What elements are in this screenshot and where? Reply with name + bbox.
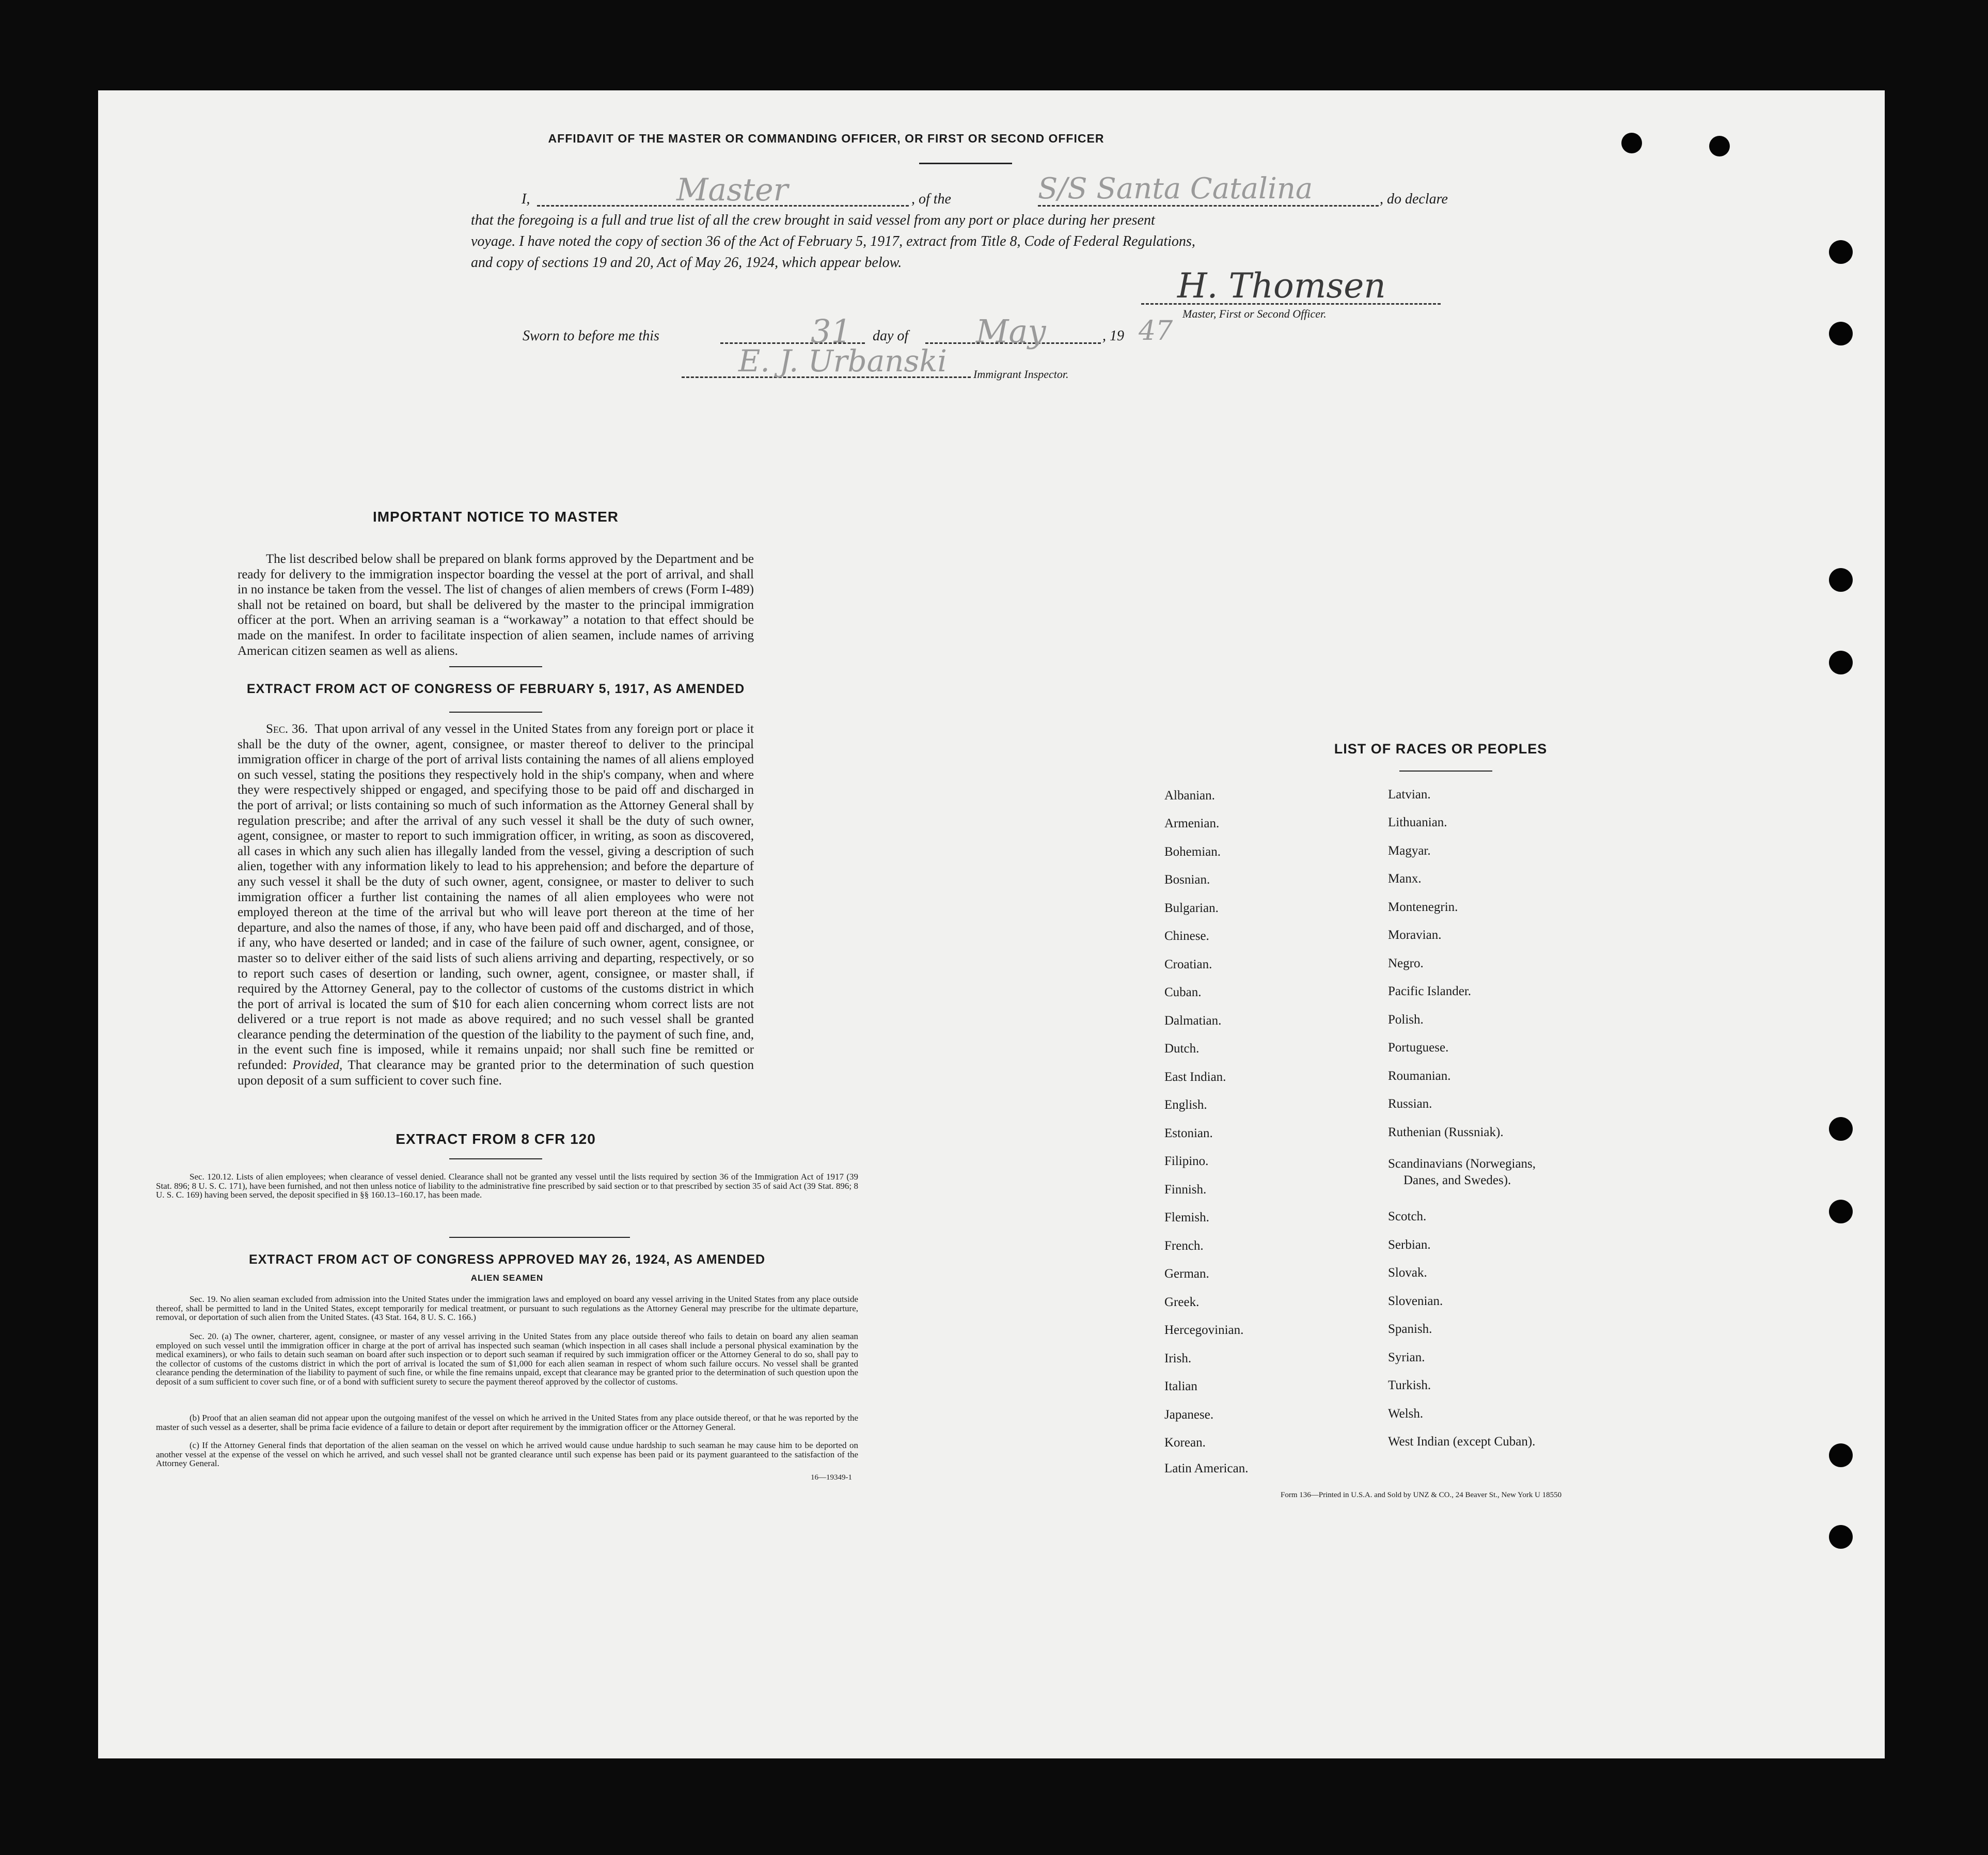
race-item: Welsh.: [1388, 1407, 1424, 1421]
race-item: English.: [1164, 1098, 1207, 1112]
sworn-year-handwriting: 47: [1139, 316, 1173, 347]
affidavit-line1-prefix: I,: [522, 191, 530, 207]
races-rule: [1399, 771, 1492, 772]
race-item: Pacific Islander.: [1388, 984, 1472, 998]
sworn-day-handwriting: 31: [811, 312, 851, 350]
race-item: Japanese.: [1164, 1408, 1214, 1422]
extract-1917-rule: [449, 712, 542, 713]
race-item: Flemish.: [1164, 1211, 1209, 1224]
notice-title: IMPORTANT NOTICE TO MASTER: [372, 509, 619, 525]
extract-1917-text: That upon arrival of any vessel in the United States from any foreign port or place it shall be the duty of the owner, agent, consignee, or master thereof to deliver to the principal immigration officer in charge of the port of arrival lists containing the names of all aliens employed on such vessel, stating the positions they respectively hold in the ship's company, when and where they were respectively shipped or engaged, and specifying those to be paid off and discharged in the port of arrival; or lists containing so much of such information as the Attorney General shall by regulation prescribe; and after the arrival of any such vessel it shall be the duty of such owner, agent, consignee, or master to report to such immigration officer, in writing, as soon as discovered, all cases in which any such alien has illegally landed from the vessel, giving a description of such alien, together with any information likely to lead to his apprehension; and before the departure of any such vessel it shall be the duty of such owner, agent, consignee, or master to deliver to such immigration officer a further list containing the names of all alien employees who were not employed thereon at the time of the arrival but who will leave port thereon at the time of her departure, and also the names of those, if any, who have been paid off and discharged, and of those, if any, who have deserted or landed; and in case of the failure of such owner, agent, consignee, or master so to deliver either of the said lists of such aliens arriving and departing, respectively, or so to report such cases of desertion or landing, such owner, agent, consignee, or master shall, if required by the Attorney General, pay to the collector of customs of the customs district in which the port of arrival is located the sum of $10 for each alien concerning whom correct lists are not delivered or a true report is not made as above required; and no such vessel shall be granted clearance pending the determination of the question of the liability to the payment of such fine, and, in the event such fine is imposed, while it remains unpaid; nor shall such fine be remitted or refunded:: [238, 722, 754, 1073]
race-item: Magyar.: [1388, 844, 1431, 858]
sworn-year-prefix: , 19: [1102, 328, 1124, 344]
extract-1917-text-end: That clearance may be granted prior to the determination of such question upon deposit of a sum sufficient to cover such fine.: [238, 1058, 754, 1088]
race-item: Dutch.: [1164, 1042, 1200, 1056]
race-item: Polish.: [1388, 1013, 1424, 1027]
affidavit-line2: that the foregoing is a full and true list of all the crew brought in said vessel from any port or place during her present: [471, 212, 1155, 228]
race-item: Dalmatian.: [1164, 1014, 1222, 1028]
race-item: Roumanian.: [1388, 1069, 1451, 1083]
extract-1924-sec20a: Sec. 20. (a) The owner, charterer, agent, consignee, or master of any vessel arriving in the United States from any place outside thereof who fails to detain on board any alien seaman employed on such vessel until the immigration officer in charge at the port of arrival has inspected such seaman (which inspection in all cases shall include a personal physical examination by the medical examiners), or who fails to detain such seaman on board after such inspection or to deport such seaman if required by such immigration officer or the Attorney General to do so, shall pay to the collector of customs of the customs district in which the port of arrival is located the sum of $1,000 for each alien seaman in respect of whom such failure occurs. No vessel shall be granted clearance pending the determination of the liability to payment of such fine, or while the fine remains unpaid, except that clearance may be granted prior to the determination of such question upon the deposit of a sum sufficient to cover such fine, or of a bond with sufficient surety to secure the payment thereof approved by the collector of customs.: [156, 1331, 858, 1387]
race-item: Korean.: [1164, 1436, 1206, 1450]
race-item: Greek.: [1164, 1295, 1200, 1309]
race-item: Hercegovinian.: [1164, 1323, 1244, 1337]
document-page: [98, 90, 1885, 1758]
race-item: Scandinavians (Norwegians,: [1388, 1157, 1536, 1171]
extract-1917-proviso: Provided,: [292, 1058, 343, 1073]
race-item: Bulgarian.: [1164, 901, 1219, 915]
race-item: Croatian.: [1164, 957, 1212, 971]
signature-line: [1141, 303, 1441, 305]
race-item: Ruthenian (Russniak).: [1388, 1125, 1504, 1139]
affidavit-title: AFFIDAVIT OF THE MASTER OR COMMANDING OFFICER, OR FIRST OR SECOND OFFICER: [548, 132, 1105, 145]
extract-cfr-rule: [449, 1158, 542, 1159]
race-item: Latin American.: [1164, 1461, 1249, 1475]
punch-hole-7: [1829, 1443, 1853, 1467]
extract-1924-title: EXTRACT FROM ACT OF CONGRESS APPROVED MAY 26, 1924, AS AMENDED: [248, 1252, 766, 1267]
race-item: Filipino.: [1164, 1154, 1209, 1168]
race-item: Scotch.: [1388, 1209, 1427, 1223]
race-item: Estonian.: [1164, 1126, 1213, 1140]
race-item: German.: [1164, 1267, 1209, 1281]
notice-rule: [449, 666, 542, 667]
affidavit-title-rule: [919, 163, 1012, 164]
signature-caption: Master, First or Second Officer.: [1182, 307, 1327, 320]
race-item: East Indian.: [1164, 1070, 1226, 1084]
race-item: Bosnian.: [1164, 873, 1210, 887]
extract-cfr-body: Sec. 120.12. Lists of alien employees; when clearance of vessel denied. Clearance shall not be granted any vessel until the lists required by section 36 of the Immigration Act of 1917 (39 Stat. 896; 8 U. S. C. 171), have been furnished, and not then unless notice of liability to the administrative fine prescribed by said section or to that prescribed by section 35 of said Act (39 Stat. 896; 8 U. S. C. 169) having been served, the deposit specified in §§ 160.13–160.17, has been made.: [156, 1172, 858, 1200]
race-item: Slovenian.: [1388, 1294, 1443, 1308]
affidavit-line3: voyage. I have noted the copy of section 36 of the Act of February 5, 1917, extract from Title 8, Code of Federal Regulations,: [471, 233, 1195, 249]
extract-1924-sec19: Sec. 19. No alien seaman excluded from admission into the United States under the immigration laws and employed on board any vessel arriving in the United States from any place outside thereof, shall be permitted to land in the United States, except temporarily for medical treatment, or pursuant to such regulations as the Attorney General may prescribe for the ultimate departure, removal, or deportation of such alien from the United States. (43 Stat. 164, 8 U. S. C. 166.): [156, 1294, 858, 1323]
race-item: Irish.: [1164, 1351, 1192, 1365]
extract-1924-sec20b: (b) Proof that an alien seaman did not appear upon the outgoing manifest of the vessel on which he arrived in the United States from any place outside thereof, or that he was reported by the master of such vessel as a deserter, shall be prima facie evidence of a failure to detain or deport after requirement by the immigration officer or the Attorney General.: [156, 1413, 858, 1432]
extract-1924-code: 16—19349-1: [811, 1473, 852, 1482]
affidavit-line1-suffix: , do declare: [1380, 191, 1448, 207]
race-item: Syrian.: [1388, 1350, 1425, 1364]
master-signature: H. Thomsen: [1177, 266, 1386, 306]
extract-1917-sec-label: Sec. 36.: [266, 722, 308, 736]
extract-1924-sec20c: (c) If the Attorney General finds that deportation of the alien seaman on the vessel on which he arrived would cause undue hardship to such seaman he may cause him to be deported on another vessel at the expense of the vessel on which he arrived, and such vessel shall not be granted clearance until such expense has been paid or its payment guaranteed to the satisfaction of the Attorney General.: [156, 1440, 858, 1469]
affidavit-line4: and copy of sections 19 and 20, Act of May 26, 1924, which appear below.: [471, 255, 902, 271]
race-item: Albanian.: [1164, 789, 1215, 803]
affidavit-line1-mid: , of the: [911, 191, 951, 207]
race-item: Armenian.: [1164, 816, 1220, 830]
race-item: Spanish.: [1388, 1322, 1432, 1336]
race-item: Lithuanian.: [1388, 815, 1447, 829]
extract-1924-subtitle: ALIEN SEAMEN: [470, 1273, 544, 1283]
punch-hole-top-2: [1709, 136, 1730, 156]
form-footer: Form 136—Printed in U.S.A. and Sold by UNZ & CO., 24 Beaver St., New York U 18550: [1281, 1491, 1562, 1499]
races-title: LIST OF RACES OR PEOPLES: [1334, 741, 1548, 757]
race-item: West Indian (except Cuban).: [1388, 1435, 1536, 1449]
master-name-handwriting: Master: [676, 172, 788, 208]
sworn-day-label: day of: [873, 328, 909, 344]
inspector-signature: E. J. Urbanski: [738, 343, 947, 379]
sworn-month-handwriting: May: [976, 312, 1046, 350]
punch-hole-8: [1829, 1525, 1853, 1549]
race-item: Portuguese.: [1388, 1041, 1449, 1055]
extract-1917-title: EXTRACT FROM ACT OF CONGRESS OF FEBRUARY 5, 1917, AS AMENDED: [246, 682, 745, 696]
punch-hole-5: [1829, 1117, 1853, 1141]
punch-hole-2: [1829, 322, 1853, 345]
race-item: Bohemian.: [1164, 845, 1221, 859]
sworn-prefix: Sworn to before me this: [523, 328, 659, 344]
race-item: Turkish.: [1388, 1378, 1431, 1392]
extract-cfr-end-rule: [449, 1237, 630, 1238]
race-item: Danes, and Swedes).: [1403, 1173, 1511, 1187]
race-item: Negro.: [1388, 956, 1424, 970]
punch-hole-6: [1829, 1200, 1853, 1223]
race-item: Moravian.: [1388, 928, 1442, 942]
race-item: Italian: [1164, 1379, 1197, 1393]
punch-hole-1: [1829, 240, 1853, 264]
race-item: Finnish.: [1164, 1183, 1207, 1197]
race-item: Cuban.: [1164, 985, 1202, 999]
extract-1917-body: [238, 721, 754, 1088]
inspector-caption: Immigrant Inspector.: [973, 368, 1069, 381]
race-item: Manx.: [1388, 872, 1422, 886]
punch-hole-3: [1829, 568, 1853, 592]
race-item: Slovak.: [1388, 1266, 1427, 1280]
race-item: Chinese.: [1164, 929, 1209, 943]
punch-hole-4: [1829, 651, 1853, 674]
extract-cfr-title: EXTRACT FROM 8 CFR 120: [396, 1131, 596, 1147]
race-item: Latvian.: [1388, 788, 1431, 801]
race-item: Russian.: [1388, 1097, 1432, 1111]
race-item: Serbian.: [1388, 1238, 1431, 1252]
notice-body: The list described below shall be prepared on blank forms approved by the Department and be ready for delivery to the immigration inspector boarding the vessel at the port of arrival, and shall in no instance be taken from the vessel. The list of changes of alien members of crews (Form I-489) shall not be retained on board, but shall be delivered by the master to the principal immigration officer at the port. When an arriving seaman is a “workaway” a notation to that effect should be made on the manifest. In order to facilitate inspection of alien seamen, include names of arriving American citizen seamen as well as aliens.: [238, 552, 754, 658]
punch-hole-top-1: [1621, 133, 1642, 153]
race-item: Montenegrin.: [1388, 900, 1458, 914]
race-item: French.: [1164, 1239, 1204, 1253]
vessel-name-handwriting: S/S Santa Catalina: [1038, 172, 1313, 206]
